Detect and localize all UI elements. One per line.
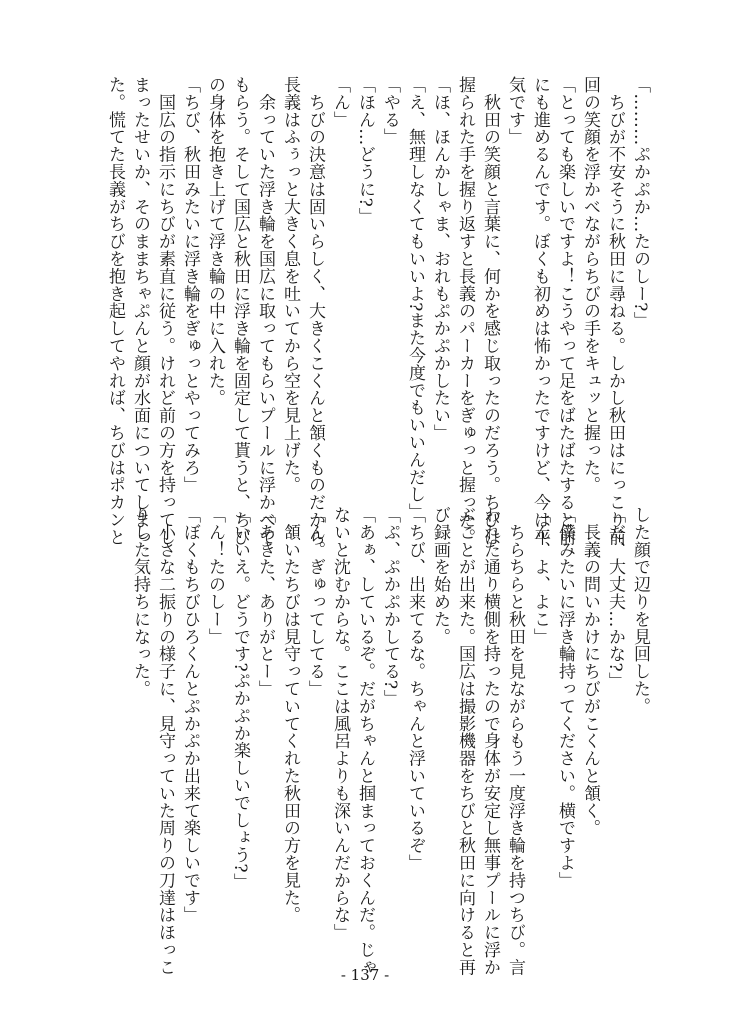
text-column: した顔で辺りを見回した。: [630, 506, 650, 715]
text-column: 回の笑顔を浮かべながらちびの手をキュッと握った。: [580, 76, 600, 494]
text-column: 「ぷ、ぷかぷかしてる?」: [380, 506, 400, 707]
text-column: た。慌てた長義がちびを抱き起してやれば、ちびはポカンと: [105, 76, 125, 546]
text-column: にも進めるんです。ぼくも初めは怖かったですけど、今は平: [530, 76, 550, 546]
text-column: の身体を抱き上げて浮き輪の中に入れた。: [205, 76, 225, 407]
text-block-top: [102, 76, 652, 546]
page-number: - 137 -: [340, 966, 390, 984]
text-column: 「………ぷかぷか…たのしー?」: [630, 76, 650, 330]
text-column: 「ん、よ、よこ」: [530, 506, 550, 646]
text-column: 「だ、大丈夫…かな?」: [605, 506, 625, 690]
text-column: び録画を始めた。: [430, 506, 450, 646]
text-column: ちびの決意は固いらしく、大きくこくんと頷くものだから: [305, 76, 325, 546]
text-column: 長義はふぅっと大きく息を吐いてから空を見上げた。: [280, 76, 300, 494]
text-column: 「やる」: [380, 76, 400, 146]
text-column: 「ほ、ほんかしゃま、おれもぷかぷかしたい」: [430, 76, 450, 442]
text-column: 余っていた浮き輪を国広に取ってもらいプールに浮かべて: [255, 76, 275, 546]
text-column: 「え、無理しなくてもいいよ?また今度でもいいんだし」: [405, 76, 425, 521]
text-column: ぶことが出来た。国広は撮影機器をちびと秋田に向けると再: [455, 506, 475, 976]
text-column: もらう。そして国広と秋田に浮き輪を固定して貰うと、ちび: [230, 76, 250, 546]
text-column: りした気持ちになった。: [130, 506, 150, 698]
text-column: 秋田の笑顔と言葉に、何かを感じ取ったのだろう。ちびは: [480, 76, 500, 546]
text-column: ちびが不安そうに秋田に尋ねる。しかし秋田はにっこり前: [605, 76, 625, 546]
text-column: 気です」: [505, 76, 525, 146]
text-column: 「いいえ。どうです?ぷかぷか楽しいでしょう?」: [230, 506, 250, 891]
text-column: 頷いたちびは見守っていてくれた秋田の方を見た。: [280, 506, 300, 924]
text-column: 「とっても楽しいですよ！こうやって足をばたばたすると前: [555, 76, 575, 546]
text-column: ないと沈むからな。ここは風呂よりも深いんだからな」: [330, 506, 350, 941]
text-column: まったせいか、そのままちゃぷんと顔が水面についてしまっ: [130, 76, 150, 546]
text-column: われた通り横側を持ったので身体が安定し無事プールに浮か: [480, 506, 500, 976]
text-column: 小さな二振りの様子に、見守っていた周りの刀達はほっこ: [155, 506, 175, 976]
text-column: 「僕みたいに浮き輪持ってください。横ですよ」: [555, 506, 575, 889]
text-column: 国広の指示にちびが素直に従う。けれど前の方を持ってし: [155, 76, 175, 546]
text-column: 「ぼくもちびひろくんとぷかぷか出来て楽しいです」: [180, 506, 200, 924]
text-column: 「あきた、ありがとー」: [255, 506, 275, 698]
text-column: 握られた手を握り返すと長義のパーカーをぎゅっと握った。: [455, 76, 475, 546]
text-column: 「ん」: [330, 76, 350, 129]
text-column: 「ちび、秋田みたいに浮き輪をぎゅっとやってみろ」: [180, 76, 200, 494]
text-column: 「ほん…どうに?」: [355, 76, 375, 225]
text-column: 長義の問いかけにちびがこくんと頷く。: [580, 506, 600, 837]
text-column: 「ん！たのしー」: [205, 506, 225, 646]
text-column: 「ちび、出来てるな。ちゃんと浮いているぞ」: [405, 506, 425, 872]
text-column: 「ん。ぎゅってしてる」: [305, 506, 325, 698]
text-column: 「あぁ、しているぞ。だがちゃんと掴まっておくんだ。じゃ: [355, 506, 375, 976]
text-column: ちらちらと秋田を見ながらもう一度浮き輪を持つちび。言: [505, 506, 525, 976]
